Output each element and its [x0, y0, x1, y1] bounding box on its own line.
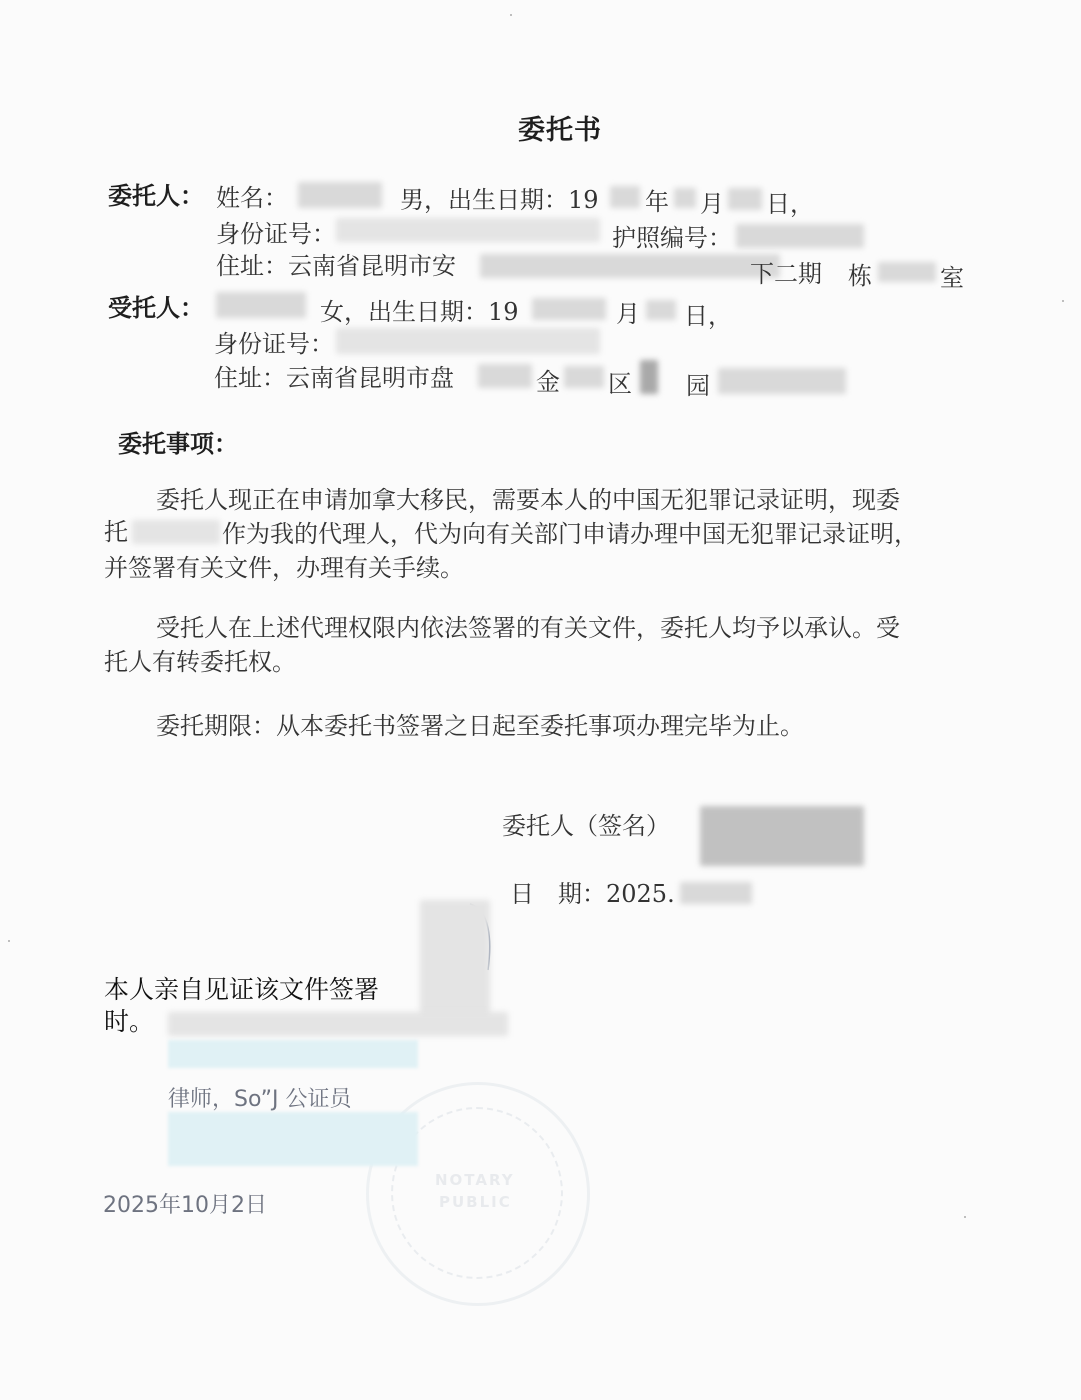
- principal-building: 栋: [848, 262, 872, 290]
- redacted-agent-day: [646, 300, 676, 320]
- paragraph1-line3: 并签署有关文件，办理有关手续。: [104, 554, 464, 582]
- agent-gender-dob: 女，出生日期：19: [320, 298, 519, 326]
- redacted-year: [610, 186, 640, 208]
- redacted-name: [298, 182, 382, 208]
- paper-speck: [964, 1216, 966, 1218]
- paper-speck: [510, 14, 512, 16]
- redacted-signature: [700, 806, 864, 866]
- redacted-room-number: [878, 262, 936, 282]
- paper-speck: [1062, 300, 1064, 302]
- redacted-address: [480, 254, 780, 278]
- lawyer-title: 律师，So”J 公证员: [168, 1087, 352, 1112]
- paragraph1-line2-start: 托: [104, 518, 128, 546]
- principal-address-label: 住址：云南省昆明市安: [216, 252, 456, 280]
- agent-address-mid3: 园: [686, 372, 710, 400]
- redacted-agent-name-inline: [132, 520, 220, 544]
- redacted-id-number: [336, 218, 600, 242]
- agent-address-mid1: 金: [536, 368, 560, 396]
- redacted-agent-address-4: [718, 368, 846, 394]
- agent-address-label: 住址：云南省昆明市盘: [214, 364, 454, 392]
- principal-gender-dob: 男，出生日期：19: [400, 186, 599, 214]
- notary-date: 2025年10月2日: [103, 1193, 267, 1218]
- signature-label: 委托人（签名）: [502, 812, 670, 840]
- principal-month-suffix: 月: [700, 190, 724, 218]
- witness-statement: 本人亲自见证该文件签署时。: [104, 975, 380, 1036]
- principal-id-label: 身份证号：: [216, 220, 336, 248]
- redacted-notary-name: [168, 1012, 508, 1036]
- redacted-passport-number: [736, 224, 864, 248]
- redacted-notary-signature: [420, 900, 490, 1020]
- redacted-day: [728, 188, 762, 210]
- principal-day-suffix: 日，: [766, 190, 814, 218]
- paragraph1-line2-end: 作为我的代理人，代为向有关部门申请办理中国无犯罪记录证明，: [222, 520, 918, 548]
- document-title: 委托书: [518, 115, 602, 146]
- principal-passport-label: 护照编号：: [612, 224, 732, 252]
- redacted-agent-address-1: [478, 364, 532, 388]
- paragraph2-line2: 托人有转委托权。: [104, 648, 296, 676]
- agent-address-mid2: 区: [608, 370, 632, 398]
- redacted-agent-address-2: [564, 366, 604, 388]
- redacted-agent-address-3: [640, 360, 658, 394]
- seal-text-top: NOTARY: [435, 1171, 515, 1189]
- redacted-month: [674, 188, 696, 208]
- redacted-agent-id: [336, 328, 600, 354]
- principal-year-suffix: 年: [645, 188, 669, 216]
- principal-address-mid: 下二期: [750, 260, 822, 288]
- date-label: 日 期：2025.: [510, 880, 675, 908]
- paper-speck: [8, 940, 10, 942]
- principal-room: 室: [940, 264, 964, 292]
- matters-heading: 委托事项：: [118, 429, 238, 458]
- agent-month-suffix: 月: [616, 300, 640, 328]
- redacted-date: [680, 882, 752, 904]
- paragraph1-line1: 委托人现正在申请加拿大移民，需要本人的中国无犯罪记录证明，现委: [156, 486, 900, 514]
- redacted-agent-name: [216, 292, 306, 318]
- redacted-agent-year: [532, 298, 606, 320]
- principal-label: 委托人：: [108, 181, 204, 210]
- principal-name-label: 姓名：: [216, 184, 288, 212]
- paragraph2-line1: 受托人在上述代理权限内依法签署的有关文件，委托人均予以承认。受: [156, 614, 900, 642]
- redacted-notary-block-top: [168, 1040, 418, 1068]
- redacted-notary-block-bottom: [168, 1112, 418, 1166]
- agent-id-label: 身份证号：: [214, 330, 334, 358]
- agent-day-suffix: 日，: [684, 302, 732, 330]
- seal-text-bottom: PUBLIC: [439, 1193, 512, 1211]
- paragraph3: 委托期限：从本委托书签署之日起至委托事项办理完毕为止。: [156, 712, 804, 740]
- agent-label: 受托人：: [108, 293, 204, 322]
